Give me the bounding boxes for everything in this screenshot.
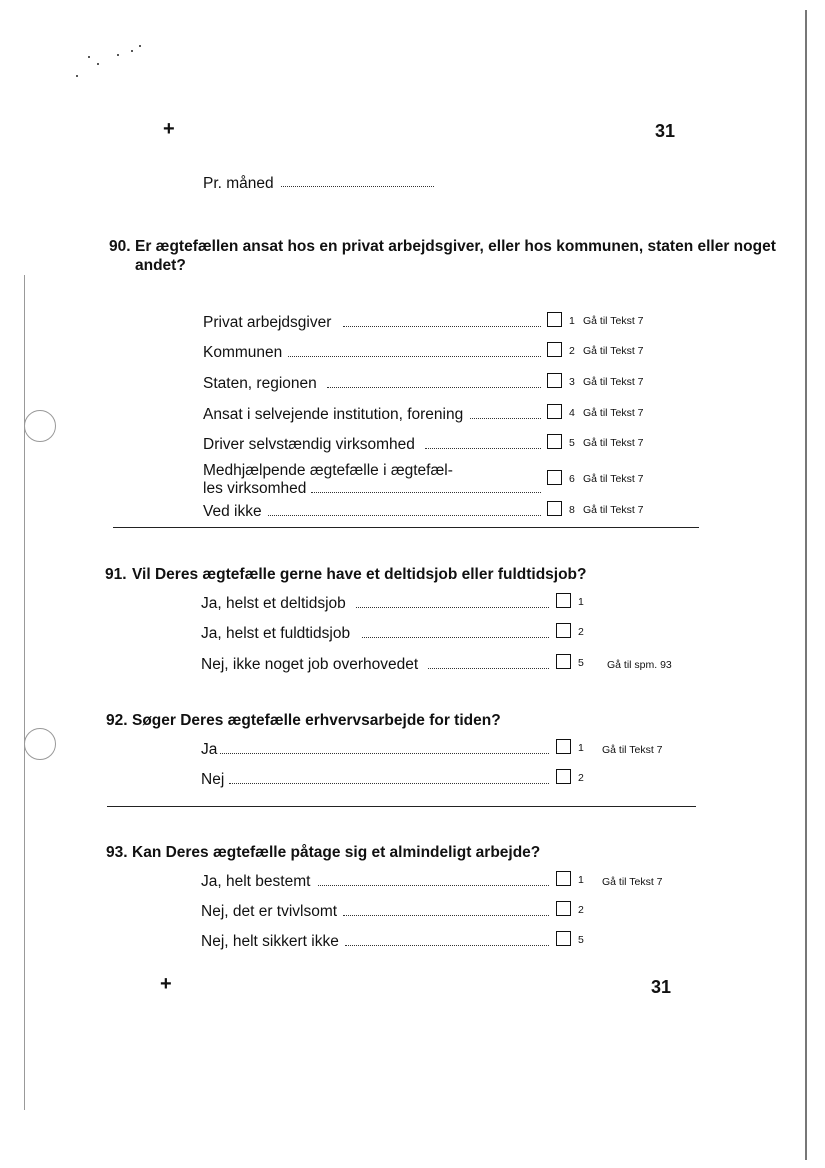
registration-mark-top: + xyxy=(163,118,175,140)
option-checkbox[interactable] xyxy=(556,871,571,886)
scan-edge-left xyxy=(24,275,25,1110)
option-code: 5 xyxy=(569,437,575,449)
option-label: Staten, regionen xyxy=(203,375,317,392)
option-label: Kommunen xyxy=(203,344,283,361)
option-label: Ved ikke xyxy=(203,503,262,520)
option-dots xyxy=(345,945,549,946)
option-dots xyxy=(311,492,541,493)
option-label: Nej xyxy=(201,771,225,788)
option-checkbox[interactable] xyxy=(547,342,562,357)
punch-hole-bottom xyxy=(24,728,56,760)
option-dots xyxy=(425,448,541,449)
section-divider xyxy=(107,806,696,807)
option-dots xyxy=(343,326,541,327)
question-93 xyxy=(106,844,786,863)
skip-instruction: Gå til Tekst 7 xyxy=(583,473,644,485)
question-text: Kan Deres ægtefælle påtage sig et almindeligt arbejde? xyxy=(132,844,541,861)
scan-edge-right xyxy=(805,10,807,1160)
option-checkbox[interactable] xyxy=(556,769,571,784)
option-dots xyxy=(229,783,549,784)
option-checkbox[interactable] xyxy=(556,901,571,916)
option-checkbox[interactable] xyxy=(556,623,571,638)
option-checkbox[interactable] xyxy=(547,373,562,388)
option-label: Ansat i selvejende institution, forening xyxy=(203,406,464,423)
option-label-line1: Medhjælpende ægtefælle i ægtefæl- xyxy=(203,462,453,479)
top-item-dots xyxy=(281,186,434,187)
question-text: Vil Deres ægtefælle gerne have et deltidsjob eller fuldtidsjob? xyxy=(132,566,587,583)
option-checkbox[interactable] xyxy=(547,434,562,449)
scan-speck xyxy=(131,50,133,52)
option-dots xyxy=(356,607,549,608)
scan-speck xyxy=(139,45,141,47)
option-label-line2: les virksomhed xyxy=(203,480,307,497)
option-code: 6 xyxy=(569,473,575,485)
option-code: 3 xyxy=(569,376,575,388)
question-number: 93. xyxy=(106,844,128,861)
option-label: Ja, helst et deltidsjob xyxy=(201,595,346,612)
page-number-top: 31 xyxy=(655,121,676,141)
option-label: Nej, ikke noget job overhovedet xyxy=(201,656,419,673)
option-dots xyxy=(343,915,549,916)
option-code: 2 xyxy=(578,626,584,638)
skip-instruction: Gå til Tekst 7 xyxy=(602,876,663,888)
question-number: 92. xyxy=(106,712,128,729)
option-code: 1 xyxy=(578,742,584,754)
option-code: 5 xyxy=(578,934,584,946)
skip-instruction: Gå til Tekst 7 xyxy=(583,376,644,388)
option-code: 8 xyxy=(569,504,575,516)
option-checkbox[interactable] xyxy=(556,593,571,608)
question-text: Er ægtefællen ansat hos en privat arbejdsgiver, eller hos kommunen, staten eller noget andet? xyxy=(135,238,776,274)
scan-speck xyxy=(76,75,78,77)
scan-speck xyxy=(88,56,90,58)
option-checkbox[interactable] xyxy=(547,404,562,419)
skip-instruction: Gå til Tekst 7 xyxy=(583,504,644,516)
option-checkbox[interactable] xyxy=(547,501,562,516)
option-code: 1 xyxy=(578,596,584,608)
question-text: Søger Deres ægtefælle erhvervsarbejde for tiden? xyxy=(132,712,501,729)
option-label: Nej, helt sikkert ikke xyxy=(201,933,339,950)
question-91 xyxy=(105,566,785,585)
option-dots xyxy=(327,387,541,388)
question-90 xyxy=(109,238,789,276)
option-code: 1 xyxy=(578,874,584,886)
skip-instruction: Gå til Tekst 7 xyxy=(583,315,644,327)
option-checkbox[interactable] xyxy=(556,931,571,946)
option-dots xyxy=(220,753,549,754)
option-dots xyxy=(362,637,549,638)
question-number: 91. xyxy=(105,566,127,583)
skip-instruction: Gå til Tekst 7 xyxy=(602,744,663,756)
option-dots xyxy=(470,418,541,419)
option-checkbox[interactable] xyxy=(547,312,562,327)
option-code: 2 xyxy=(578,904,584,916)
option-checkbox[interactable] xyxy=(556,739,571,754)
top-item-label: Pr. måned xyxy=(203,175,274,192)
option-code: 2 xyxy=(569,345,575,357)
option-code: 4 xyxy=(569,407,575,419)
option-label: Driver selvstændig virksomhed xyxy=(203,436,415,453)
punch-hole-top xyxy=(24,410,56,442)
option-code: 5 xyxy=(578,657,584,669)
skip-instruction: Gå til spm. 93 xyxy=(607,659,672,671)
option-dots xyxy=(288,356,541,357)
option-label: Privat arbejdsgiver xyxy=(203,314,332,331)
question-number: 90. xyxy=(109,238,131,255)
option-dots xyxy=(428,668,549,669)
question-92 xyxy=(106,712,786,731)
option-code: 2 xyxy=(578,772,584,784)
option-dots xyxy=(268,515,541,516)
option-label: Ja xyxy=(201,741,218,758)
skip-instruction: Gå til Tekst 7 xyxy=(583,407,644,419)
page-number-bottom: 31 xyxy=(651,977,672,997)
skip-instruction: Gå til Tekst 7 xyxy=(583,437,644,449)
option-dots xyxy=(318,885,549,886)
option-label: Nej, det er tvivlsomt xyxy=(201,903,338,920)
scan-speck xyxy=(97,63,99,65)
section-divider xyxy=(113,527,699,528)
option-label: Ja, helt bestemt xyxy=(201,873,311,890)
skip-instruction: Gå til Tekst 7 xyxy=(583,345,644,357)
scan-speck xyxy=(117,54,119,56)
registration-mark-bottom: + xyxy=(160,973,172,995)
option-label: Ja, helst et fuldtidsjob xyxy=(201,625,351,642)
option-checkbox[interactable] xyxy=(547,470,562,485)
option-code: 1 xyxy=(569,315,575,327)
option-checkbox[interactable] xyxy=(556,654,571,669)
